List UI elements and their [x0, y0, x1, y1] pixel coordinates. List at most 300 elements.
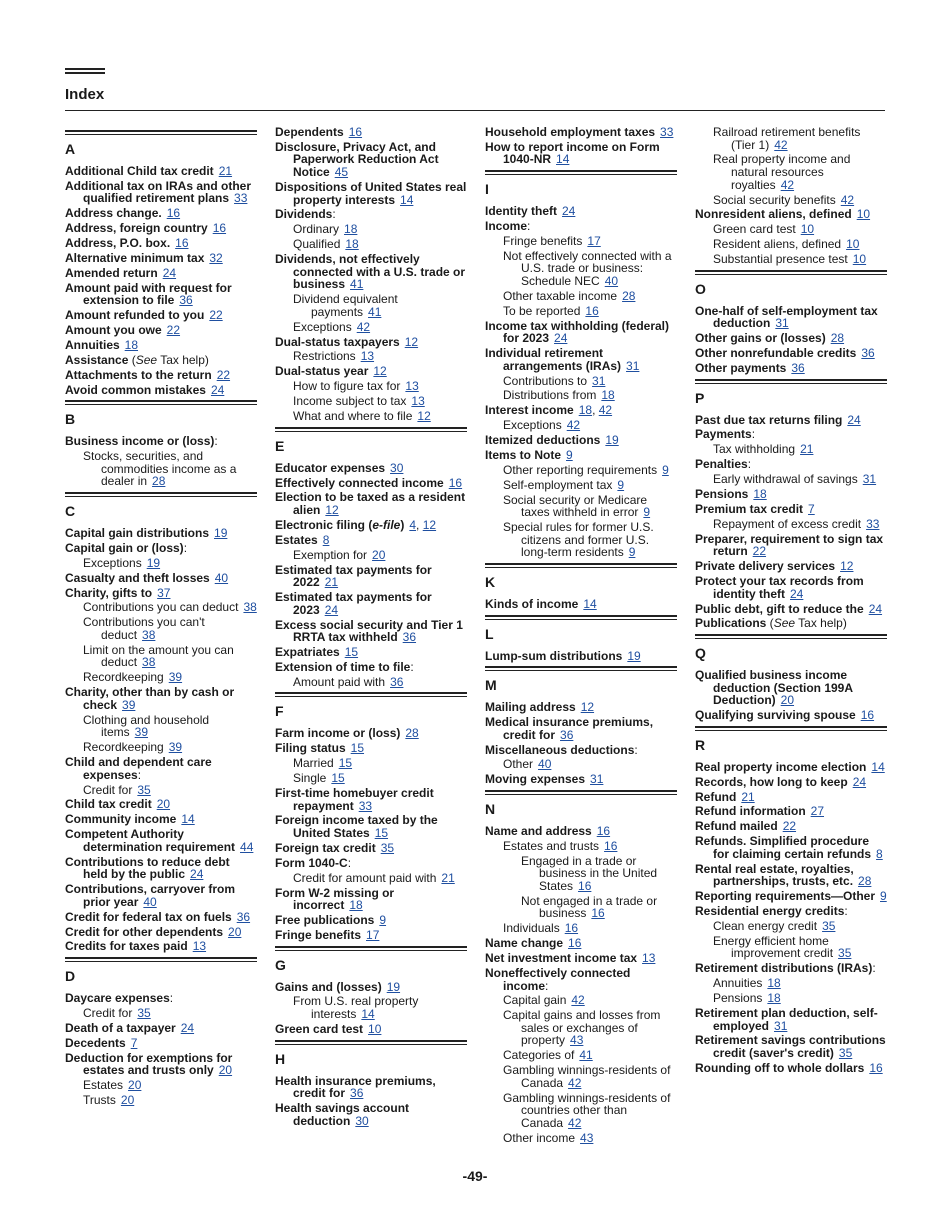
page-link[interactable]: 12	[422, 517, 437, 532]
entry-term: Contributions, carryover from prior year	[65, 882, 236, 909]
page-link[interactable]: 13	[642, 951, 656, 966]
entry-term: Capital gains and losses from sales or exchanges of property	[503, 1008, 661, 1048]
page-link[interactable]: 18	[349, 898, 363, 913]
page-link[interactable]: 19	[146, 555, 161, 570]
entry-term: Other payments	[695, 360, 787, 375]
entry-term: Credit for amount paid with	[293, 870, 437, 885]
page-link[interactable]: 24	[868, 601, 883, 616]
page-link[interactable]: 31	[590, 772, 604, 787]
index-entry	[275, 787, 467, 812]
page-link[interactable]: 13	[405, 379, 419, 394]
index-entry	[293, 350, 467, 363]
page-link[interactable]: 16	[448, 475, 463, 490]
header-double-rule	[65, 68, 105, 74]
entry-term: To be reported	[503, 303, 581, 318]
entry-term: Address, foreign country	[65, 221, 208, 236]
entry-term: Estimated tax payments for 2022	[275, 562, 432, 590]
index-entry	[503, 305, 677, 318]
page-link[interactable]: 36	[791, 360, 805, 375]
page-link[interactable]: 10	[856, 207, 871, 222]
page-link[interactable]: 33	[660, 125, 674, 139]
page-link[interactable]: 36	[350, 1086, 364, 1101]
section-rule	[485, 666, 677, 671]
entry-colon: :	[137, 767, 142, 782]
page-link[interactable]: 32	[209, 251, 223, 266]
entry-term: Health savings account deduction	[275, 1101, 410, 1128]
see-note-open: (	[128, 352, 136, 367]
page-link[interactable]: 8	[876, 846, 883, 861]
index-entry	[503, 1009, 677, 1047]
index-entry	[83, 1079, 257, 1092]
index-entry	[695, 208, 887, 221]
index-entry	[695, 1007, 887, 1032]
page-link[interactable]: 36	[560, 727, 574, 742]
page-link[interactable]: 15	[338, 756, 353, 771]
page-link[interactable]: 13	[192, 939, 207, 954]
index-entry	[503, 464, 677, 477]
entry-term: Estates and trusts	[503, 838, 600, 853]
see-note-open: (	[766, 616, 774, 631]
section-letter: O	[695, 280, 706, 297]
index-entry	[485, 744, 677, 757]
page-link[interactable]: 18	[345, 237, 359, 252]
entry-term: Address, P.O. box.	[65, 236, 171, 251]
index-entry	[275, 857, 467, 870]
page-separator: ,	[592, 403, 599, 418]
page-link[interactable]: 43	[580, 1130, 594, 1145]
index-entry	[695, 332, 887, 345]
entry-term: Social security or Medicare taxes withheld in error	[503, 492, 648, 520]
page-link[interactable]: 12	[840, 559, 854, 574]
section-rule	[695, 379, 887, 384]
index-entry	[83, 601, 257, 614]
entry-term: Annuities	[713, 976, 763, 991]
page-link[interactable]: 36	[236, 909, 251, 924]
index-entry	[485, 126, 677, 139]
page-link[interactable]: 45	[334, 165, 349, 180]
index-entry	[713, 253, 887, 266]
entry-term: Avoid common mistakes	[65, 382, 206, 397]
page-link[interactable]: 21	[441, 870, 455, 885]
page-link[interactable]: 12	[417, 409, 431, 424]
page-link[interactable]: 42	[780, 177, 795, 192]
page-link[interactable]: 35	[137, 782, 151, 797]
page-link[interactable]: 31	[862, 472, 877, 487]
index-entry	[275, 887, 467, 912]
entry-term: Lump-sum distributions	[485, 648, 623, 663]
index-entry	[275, 564, 467, 589]
page-link[interactable]: 16	[604, 838, 618, 853]
entry-term: Real property income and natural resources royalties	[713, 152, 851, 192]
page-link[interactable]: 20	[372, 547, 386, 562]
index-entry	[695, 414, 887, 427]
page-link[interactable]: 40	[143, 894, 157, 909]
page-link[interactable]: 14	[583, 596, 597, 611]
page-link[interactable]: 22	[216, 367, 231, 382]
page-link[interactable]: 14	[181, 812, 195, 827]
entry-term: Other income	[503, 1130, 576, 1145]
entry-term: Refunds. Simplified procedure for claiming certain refunds	[695, 834, 872, 861]
index-entry	[503, 479, 677, 492]
page-link[interactable]: 40	[538, 757, 552, 772]
entry-term: Limit on the amount you can deduct	[83, 642, 234, 670]
page-link[interactable]: 17	[366, 927, 380, 942]
index-entry	[695, 709, 887, 722]
page-link[interactable]: 12	[373, 364, 387, 379]
page-link[interactable]: 35	[137, 1005, 151, 1020]
entry-colon: :	[410, 659, 414, 674]
entry-term: Energy efficient home improvement credit	[713, 933, 834, 961]
page-link[interactable]: 20	[128, 1078, 142, 1093]
page-link[interactable]: 39	[168, 670, 183, 685]
page-link[interactable]: 28	[858, 874, 872, 889]
index-entry	[65, 828, 257, 853]
index-entry	[695, 962, 887, 975]
entry-term: Gambling winnings-residents of Canada	[503, 1063, 671, 1090]
page-link[interactable]: 14	[361, 1007, 375, 1022]
page-link[interactable]: 38	[142, 655, 156, 670]
entry-term: Disclosure, Privacy Act, and Paperwork Reduction Act Notice	[275, 139, 439, 180]
page-link[interactable]: 33	[234, 191, 248, 206]
page-link[interactable]: 30	[390, 460, 404, 475]
entry-term: Extension of time to file	[275, 659, 411, 674]
index-entry	[275, 126, 467, 139]
page-link[interactable]: 16	[869, 1060, 883, 1075]
page-link[interactable]: 44	[240, 839, 254, 854]
page-link[interactable]: 10	[368, 1021, 382, 1036]
page-link[interactable]: 24	[562, 204, 576, 219]
entry-term: Competent Authority determination requirement	[65, 827, 236, 854]
page-number: -49-	[462, 1168, 488, 1184]
page-link[interactable]: 28	[405, 726, 419, 741]
entry-term: Amount paid with request for extension to file	[65, 280, 232, 308]
page-link[interactable]: 16	[175, 236, 189, 251]
entry-term: Retirement distributions (IRAs)	[695, 961, 873, 976]
page-link[interactable]: 15	[331, 771, 345, 786]
page-link[interactable]: 14	[556, 152, 570, 167]
page-link[interactable]: 31	[626, 358, 640, 373]
page-link[interactable]: 31	[592, 373, 606, 388]
page-link[interactable]: 18	[344, 222, 358, 237]
page-link[interactable]: 7	[808, 501, 815, 516]
page-link[interactable]: 43	[570, 1033, 584, 1048]
page-link[interactable]: 22	[752, 544, 767, 559]
page-link[interactable]: 42	[566, 418, 581, 433]
page-link[interactable]: 16	[568, 936, 582, 951]
index-entry	[695, 1034, 887, 1059]
page-link[interactable]: 15	[344, 645, 359, 660]
page-link[interactable]: 19	[627, 648, 641, 663]
page-link[interactable]: 36	[861, 346, 875, 361]
page-link[interactable]: 35	[838, 946, 852, 961]
index-entry	[83, 450, 257, 488]
index-entry	[485, 773, 677, 786]
page-link[interactable]: 12	[325, 503, 339, 517]
page-link[interactable]: 10	[800, 222, 815, 237]
page-link[interactable]: 10	[852, 252, 867, 267]
page-link[interactable]: 41	[579, 1048, 593, 1063]
index-entry	[65, 267, 257, 280]
index-entry	[293, 238, 467, 251]
entry-term: Credit for	[83, 1005, 133, 1020]
page-link[interactable]: 15	[374, 826, 389, 841]
page-link[interactable]: 16	[585, 303, 599, 318]
page-link[interactable]: 13	[411, 394, 425, 409]
index-entry	[83, 1094, 257, 1107]
page-link[interactable]: 16	[564, 921, 579, 936]
section-letter: Q	[695, 645, 706, 662]
index-entry	[65, 165, 257, 178]
page-link[interactable]: 22	[209, 308, 223, 323]
entry-term: Public debt, gift to reduce the	[695, 601, 864, 616]
index-entry	[275, 336, 467, 349]
page-link[interactable]: 20	[780, 693, 795, 708]
index-entry	[503, 1064, 677, 1089]
entry-colon: :	[634, 742, 638, 757]
entry-term: From U.S. real property interests	[293, 994, 419, 1022]
index-entry	[275, 727, 467, 740]
page-link[interactable]: 41	[350, 277, 364, 292]
page-link[interactable]: 24	[210, 382, 225, 397]
entry-term: Charity, other than by cash or check	[65, 685, 235, 712]
entry-term: Form 1040-C	[275, 855, 348, 870]
page-link[interactable]: 8	[322, 532, 330, 547]
page-link[interactable]: 22	[782, 819, 797, 834]
entry-term: Estates	[83, 1078, 124, 1093]
page-link[interactable]: 20	[156, 797, 171, 812]
page-link[interactable]: 39	[168, 740, 183, 755]
page-link[interactable]: 28	[622, 288, 636, 303]
page-link[interactable]: 30	[355, 1113, 369, 1128]
page-link[interactable]: 41	[368, 304, 382, 319]
index-entry	[65, 252, 257, 265]
entry-term: Publications	[695, 616, 767, 631]
index-entry	[83, 784, 257, 797]
index-entry	[713, 977, 887, 990]
page-link[interactable]: 35	[838, 1046, 853, 1061]
page-link[interactable]: 9	[617, 477, 625, 492]
page-link[interactable]: 9	[662, 462, 669, 477]
index-entry	[65, 1022, 257, 1035]
entry-term: Railroad retirement benefits (Tier 1)	[713, 125, 861, 152]
page-link[interactable]: 15	[350, 741, 365, 756]
page-link[interactable]: 28	[830, 331, 845, 346]
page-link[interactable]: 17	[587, 233, 601, 248]
index-entry	[65, 339, 257, 352]
page-link[interactable]: 10	[846, 237, 860, 252]
index-entry	[713, 473, 887, 486]
page-link[interactable]: 42	[568, 1075, 582, 1090]
page-link[interactable]: 42	[356, 319, 371, 334]
index-entry	[503, 521, 677, 559]
index-entry	[65, 207, 257, 220]
entry-term: Credit for other dependents	[65, 924, 224, 939]
page-link[interactable]: 24	[847, 412, 861, 427]
page-link[interactable]: 24	[162, 265, 177, 280]
page-link[interactable]: 24	[190, 867, 204, 882]
page-link[interactable]: 16	[596, 823, 611, 838]
page-link[interactable]: 19	[605, 433, 619, 448]
page-link[interactable]: 24	[554, 331, 568, 346]
page-link[interactable]: 38	[243, 600, 257, 615]
page-link[interactable]: 36	[402, 630, 417, 645]
entry-term: Dependents	[275, 125, 344, 139]
page-link[interactable]: 9	[628, 545, 636, 560]
page-link[interactable]: 18	[753, 487, 767, 502]
entry-term: Exceptions	[83, 555, 142, 570]
index-entry	[695, 347, 887, 360]
see-note-rest: Tax help)	[795, 616, 847, 631]
index-entry	[485, 220, 677, 233]
index-entry	[713, 935, 887, 960]
page-link[interactable]: 14	[400, 192, 414, 207]
section-rule	[275, 946, 467, 951]
page-link[interactable]: 42	[598, 403, 613, 418]
index-entry	[65, 384, 257, 397]
entry-colon: :	[347, 855, 352, 870]
entry-term: Pensions	[713, 991, 763, 1006]
page-link[interactable]: 21	[741, 789, 755, 804]
section-letter: G	[275, 956, 286, 973]
page-link[interactable]: 12	[580, 700, 595, 715]
page-link[interactable]: 16	[860, 708, 875, 723]
page-link[interactable]: 16	[348, 125, 363, 139]
entry-term: Other nonrefundable credits	[695, 346, 857, 361]
entry-term-italic: e-file	[372, 517, 401, 532]
entry-term: Interest income	[485, 403, 574, 418]
page-link[interactable]: 33	[866, 516, 880, 531]
index-entry	[293, 321, 467, 334]
entry-colon: :	[214, 434, 218, 449]
page-link[interactable]: 9	[566, 448, 573, 463]
index-entry	[65, 282, 257, 307]
page-link[interactable]: 20	[120, 1093, 135, 1108]
page-link[interactable]: 42	[774, 137, 788, 152]
page-link[interactable]: 20	[218, 1063, 233, 1078]
entry-term: How to figure tax for	[293, 379, 401, 394]
page-link[interactable]: 22	[166, 323, 181, 338]
index-entry	[275, 491, 467, 516]
page-link[interactable]: 28	[152, 474, 166, 489]
page-link[interactable]: 19	[386, 979, 401, 994]
page-link[interactable]: 31	[774, 1018, 788, 1033]
page-link[interactable]: 35	[380, 840, 395, 855]
entry-term: Noneffectively connected income	[485, 965, 631, 993]
index-entry	[503, 922, 677, 935]
entry-term: Excess social security and Tier 1 RRTA tax withheld	[275, 617, 463, 645]
section-rule	[275, 1040, 467, 1045]
entry-term: Green card test	[275, 1021, 364, 1036]
page-link[interactable]: 24	[852, 774, 867, 789]
page-link[interactable]: 33	[358, 798, 373, 813]
section-rule	[695, 270, 887, 275]
index-entry	[485, 434, 677, 447]
page-link[interactable]: 14	[871, 759, 885, 774]
index-entry	[713, 194, 887, 207]
page-link[interactable]: 16	[578, 878, 592, 893]
entry-colon: :	[545, 978, 549, 993]
index-entry	[83, 644, 257, 669]
page-link[interactable]: 42	[840, 192, 855, 207]
page-link[interactable]: 40	[604, 273, 619, 288]
index-entry	[83, 741, 257, 754]
page-link[interactable]: 13	[360, 349, 375, 364]
page-link[interactable]: 9	[379, 913, 387, 928]
page-link[interactable]: 21	[324, 575, 339, 590]
page-link[interactable]: 36	[179, 293, 193, 308]
index-entry	[83, 557, 257, 570]
page-link[interactable]: 16	[212, 221, 227, 236]
page-link[interactable]: 40	[214, 570, 229, 585]
index-entry	[275, 181, 467, 206]
page-link[interactable]: 18	[601, 388, 615, 403]
index-entry	[695, 428, 887, 441]
page-link[interactable]: 16	[591, 906, 605, 921]
index-entry	[503, 840, 677, 853]
entry-term: Medical insurance premiums, credit for	[485, 715, 654, 742]
page-link[interactable]: 42	[571, 993, 585, 1008]
index-entry	[65, 813, 257, 826]
index-entry	[695, 835, 887, 860]
entry-term: Income subject to tax	[293, 394, 407, 409]
index-entry	[83, 1007, 257, 1020]
index-entry	[275, 661, 467, 674]
index-entry	[485, 320, 677, 345]
section-letter: N	[485, 800, 496, 817]
page-link[interactable]: 21	[218, 164, 233, 178]
page-link[interactable]: 24	[324, 602, 339, 617]
entry-term: Exemption for	[293, 547, 368, 562]
index-entry	[503, 994, 677, 1007]
page-link[interactable]: 38	[142, 627, 156, 642]
page-link[interactable]: 9	[880, 889, 887, 904]
page-link[interactable]: 31	[775, 316, 789, 331]
page-link[interactable]: 21	[800, 442, 814, 457]
page-link[interactable]: 18	[767, 976, 781, 991]
entry-term: Annuities	[65, 338, 120, 353]
section-letter: F	[275, 703, 284, 720]
page-link[interactable]: 4	[409, 517, 417, 532]
page-link[interactable]: 12	[404, 334, 419, 349]
page-link[interactable]: 20	[228, 924, 242, 939]
page-link[interactable]: 35	[822, 918, 836, 933]
page-link[interactable]: 18	[578, 403, 593, 418]
page-link[interactable]: 39	[134, 725, 149, 740]
page-link[interactable]: 37	[157, 585, 171, 600]
page-link[interactable]: 39	[122, 697, 136, 712]
index-entry	[293, 772, 467, 785]
page-link[interactable]: 24	[790, 586, 804, 601]
entry-term: What and where to file	[293, 409, 413, 424]
page-link[interactable]: 27	[810, 804, 825, 819]
entry-term: Private delivery services	[695, 559, 836, 574]
page-link[interactable]: 9	[643, 505, 651, 520]
page-link[interactable]: 16	[166, 206, 181, 221]
index-entry	[65, 572, 257, 585]
index-entry	[65, 798, 257, 811]
page-link[interactable]: 19	[214, 526, 228, 541]
page-link[interactable]: 36	[390, 674, 404, 689]
section-letter: K	[485, 573, 496, 590]
page-link[interactable]: 18	[124, 338, 139, 353]
page-link[interactable]: 24	[180, 1020, 195, 1035]
page-link[interactable]: 18	[767, 991, 781, 1006]
page-link[interactable]: 7	[130, 1035, 138, 1050]
index-entry	[275, 619, 467, 644]
entry-term: Dual-status taxpayers	[275, 334, 400, 349]
page-link[interactable]: 42	[568, 1115, 582, 1130]
entry-colon: :	[169, 991, 174, 1006]
